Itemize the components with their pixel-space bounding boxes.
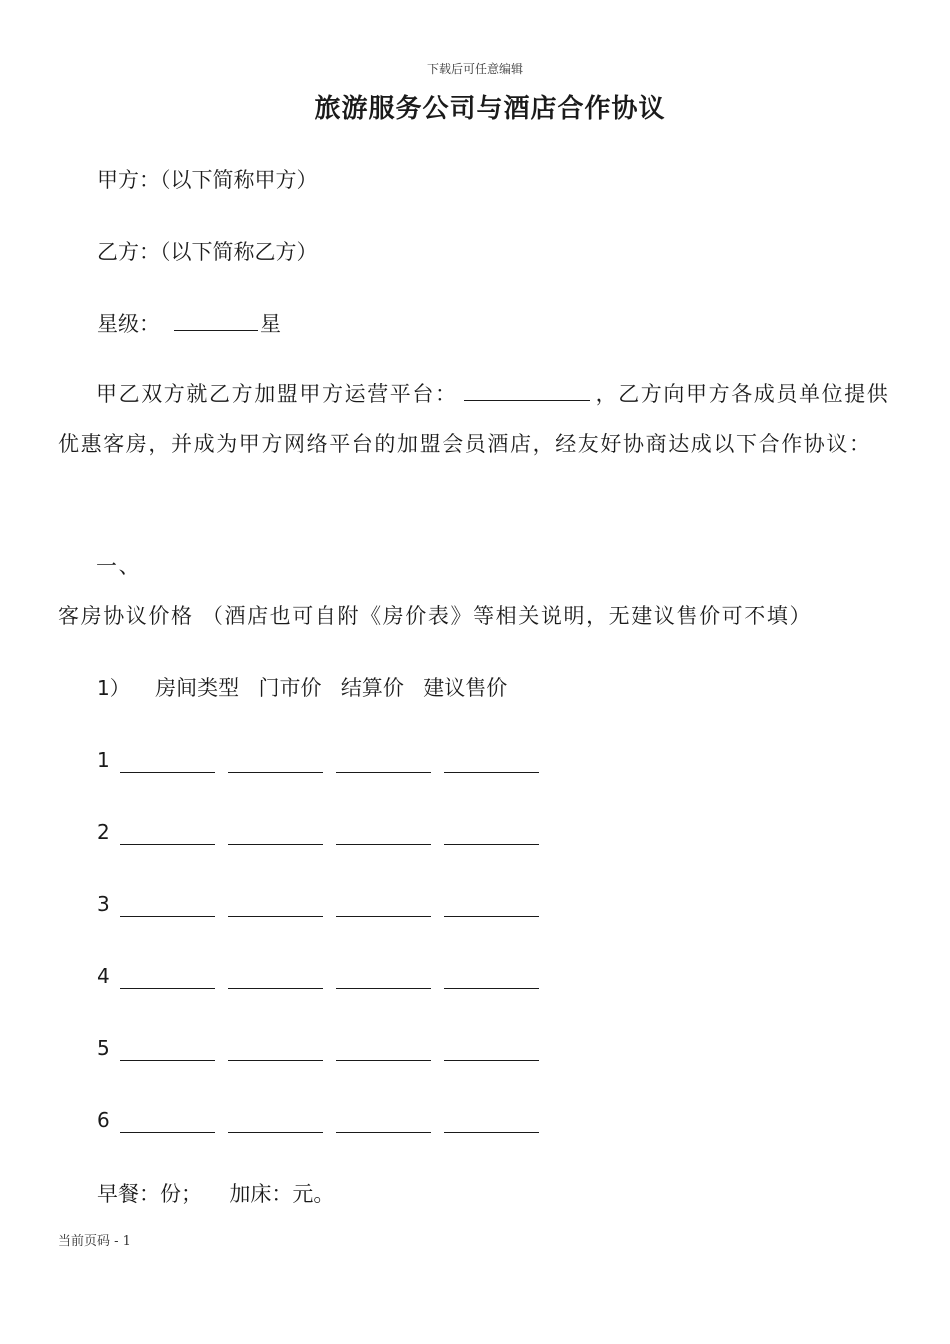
settlement-price-blank: [336, 844, 431, 845]
suggested-price-blank: [444, 1132, 539, 1133]
column-rack-rate: 门市价: [258, 676, 322, 700]
settlement-price-blank: [336, 916, 431, 917]
suggested-price-blank: [444, 988, 539, 989]
room-type-blank: [120, 844, 215, 845]
settlement-price-blank: [336, 988, 431, 989]
rack-rate-blank: [228, 1132, 323, 1133]
settlement-price-blank: [336, 1132, 431, 1133]
row-number: 5: [97, 1036, 110, 1060]
room-type-blank: [120, 916, 215, 917]
rack-rate-blank: [228, 988, 323, 989]
star-rating-suffix: 星: [260, 312, 281, 336]
suggested-price-blank: [444, 1060, 539, 1061]
price-table-index: 1）: [97, 676, 130, 700]
star-rating-line: [97, 310, 281, 338]
rack-rate-blank: [228, 844, 323, 845]
suggested-price-blank: [444, 772, 539, 773]
rack-rate-blank: [228, 916, 323, 917]
column-settlement-price: 结算价: [340, 676, 404, 700]
settlement-price-blank: [336, 772, 431, 773]
row-number: 6: [97, 1108, 110, 1132]
party-a-line: 甲方：（以下简称甲方）: [97, 168, 318, 192]
row-number: 3: [97, 892, 110, 916]
room-type-blank: [120, 1132, 215, 1133]
room-type-blank: [120, 988, 215, 989]
extra-bed-label: 加床：元。: [229, 1182, 335, 1206]
room-type-blank: [120, 772, 215, 773]
rack-rate-blank: [228, 772, 323, 773]
extras-line: [97, 1180, 334, 1208]
suggested-price-blank: [444, 844, 539, 845]
platform-name-blank: [464, 380, 590, 401]
intro-text-after: ，乙方向甲方各成员单位提供优惠客房，并成为甲方网络平台的加盟会员酒店，经友好协商达成以下合作协议：: [58, 382, 890, 456]
party-b-line: 乙方：（以下简称乙方）: [97, 240, 318, 264]
row-number: 2: [97, 820, 110, 844]
row-number: 4: [97, 964, 110, 988]
section-1-text: 客房协议价格 （酒店也可自附《房价表》等相关说明，无建议售价可不填）: [58, 604, 813, 628]
star-rating-blank: [174, 310, 258, 331]
intro-paragraph: [58, 369, 898, 469]
room-type-blank: [120, 1060, 215, 1061]
header-note: 下载后可任意编辑: [426, 62, 523, 76]
section-1-heading: [58, 541, 898, 641]
page-number-footer: 当前页码 - 1: [58, 1234, 131, 1249]
price-table-header: [97, 674, 507, 702]
section-1-number: 一、: [96, 554, 142, 578]
suggested-price-blank: [444, 916, 539, 917]
intro-text-before: 甲乙双方就乙方加盟甲方运营平台：: [96, 382, 458, 406]
document-title: 旅游服务公司与酒店合作协议: [314, 94, 666, 124]
breakfast-label: 早餐：份；: [97, 1182, 202, 1206]
settlement-price-blank: [336, 1060, 431, 1061]
row-number: 1: [97, 748, 110, 772]
column-room-type: 房间类型: [155, 676, 240, 700]
rack-rate-blank: [228, 1060, 323, 1061]
star-rating-label: 星级：: [97, 312, 160, 336]
column-suggested-price: 建议售价: [423, 676, 508, 700]
